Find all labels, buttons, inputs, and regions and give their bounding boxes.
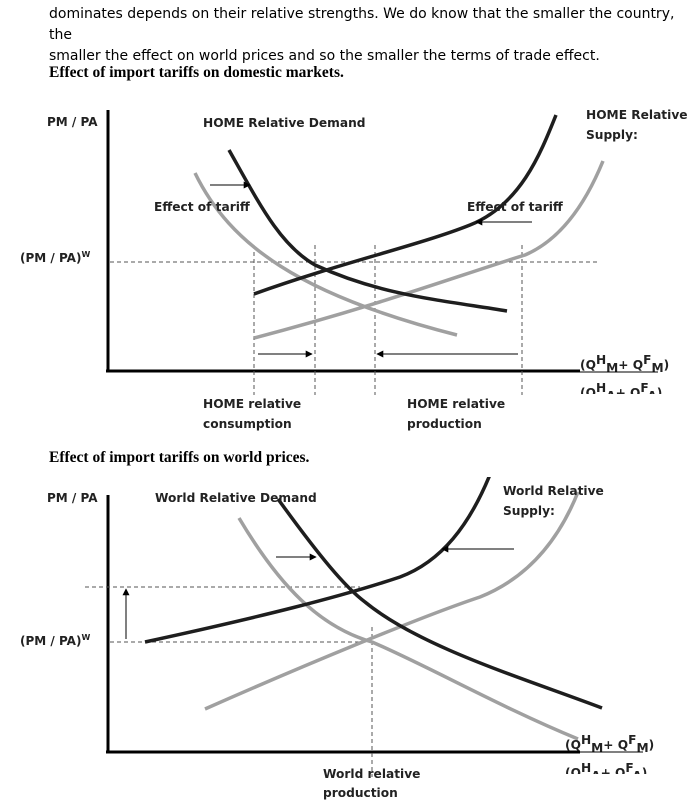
intro-line-1: dominates depends on their relative strengths. We do know that the smaller the country, the [49,6,675,43]
svg-text:(QHM+ QFM): (QHM+ QFM) [565,733,655,755]
intro-paragraph [49,4,689,67]
x-axis-label-top [565,733,654,755]
section-heading-world: Effect of import tariffs on world prices. [49,449,310,466]
svg-text:(QHA+ QFA): (QHA+ QFA) [580,381,663,403]
world-relative-demand-curve-tariff [278,499,602,708]
svg-text:(QHM+ QFM): (QHM+ QFM) [580,353,670,375]
world-price-label: (PM / PA)$^W$ [20,633,91,648]
x-axis-label-top [580,353,669,375]
world-relative-supply-curve-original [205,492,578,709]
y-axis-label: PM / PA [47,491,98,505]
relative-demand-curve-original [195,173,457,335]
home-relative-supply-label-line1: HOME Relative [586,108,688,122]
world-relative-supply-label-line1: World Relative [503,484,604,498]
world-relative-demand-label: World Relative Demand [155,491,317,505]
world-price-diagram [0,477,695,802]
y-axis-label: PM / PA [47,115,98,129]
domestic-market-diagram [0,95,695,455]
home-relative-supply-label-line2: Supply: [586,128,638,142]
world-relative-supply-label-line2: Supply: [503,504,555,518]
effect-of-tariff-label-left: Effect of tariff [154,200,250,214]
home-relative-production-label-line2: production [407,417,482,431]
home-relative-production-label-line1: HOME relative [407,397,506,411]
intro-line-2: smaller the effect on world prices and so the smaller the terms of trade effect. [49,48,600,64]
home-relative-consumption-label-line1: HOME relative [203,397,302,411]
home-relative-demand-label: HOME Relative Demand [203,116,366,130]
x-axis-label-bottom [565,761,647,783]
effect-of-tariff-label-right: Effect of tariff [467,200,563,214]
home-relative-consumption-label-line2: consumption [203,417,292,431]
section-heading-domestic: Effect of import tariffs on domestic markets. [49,64,344,81]
x-axis-label-bottom [580,381,662,403]
world-price-label: (PM / PA)$^W$ [20,250,91,265]
relative-supply-curve-original [254,161,603,338]
world-relative-production-label-line2: production [323,786,398,800]
svg-text:(QHA+ QFA): (QHA+ QFA) [565,761,648,783]
world-relative-production-label-line1: World relative [323,767,421,781]
